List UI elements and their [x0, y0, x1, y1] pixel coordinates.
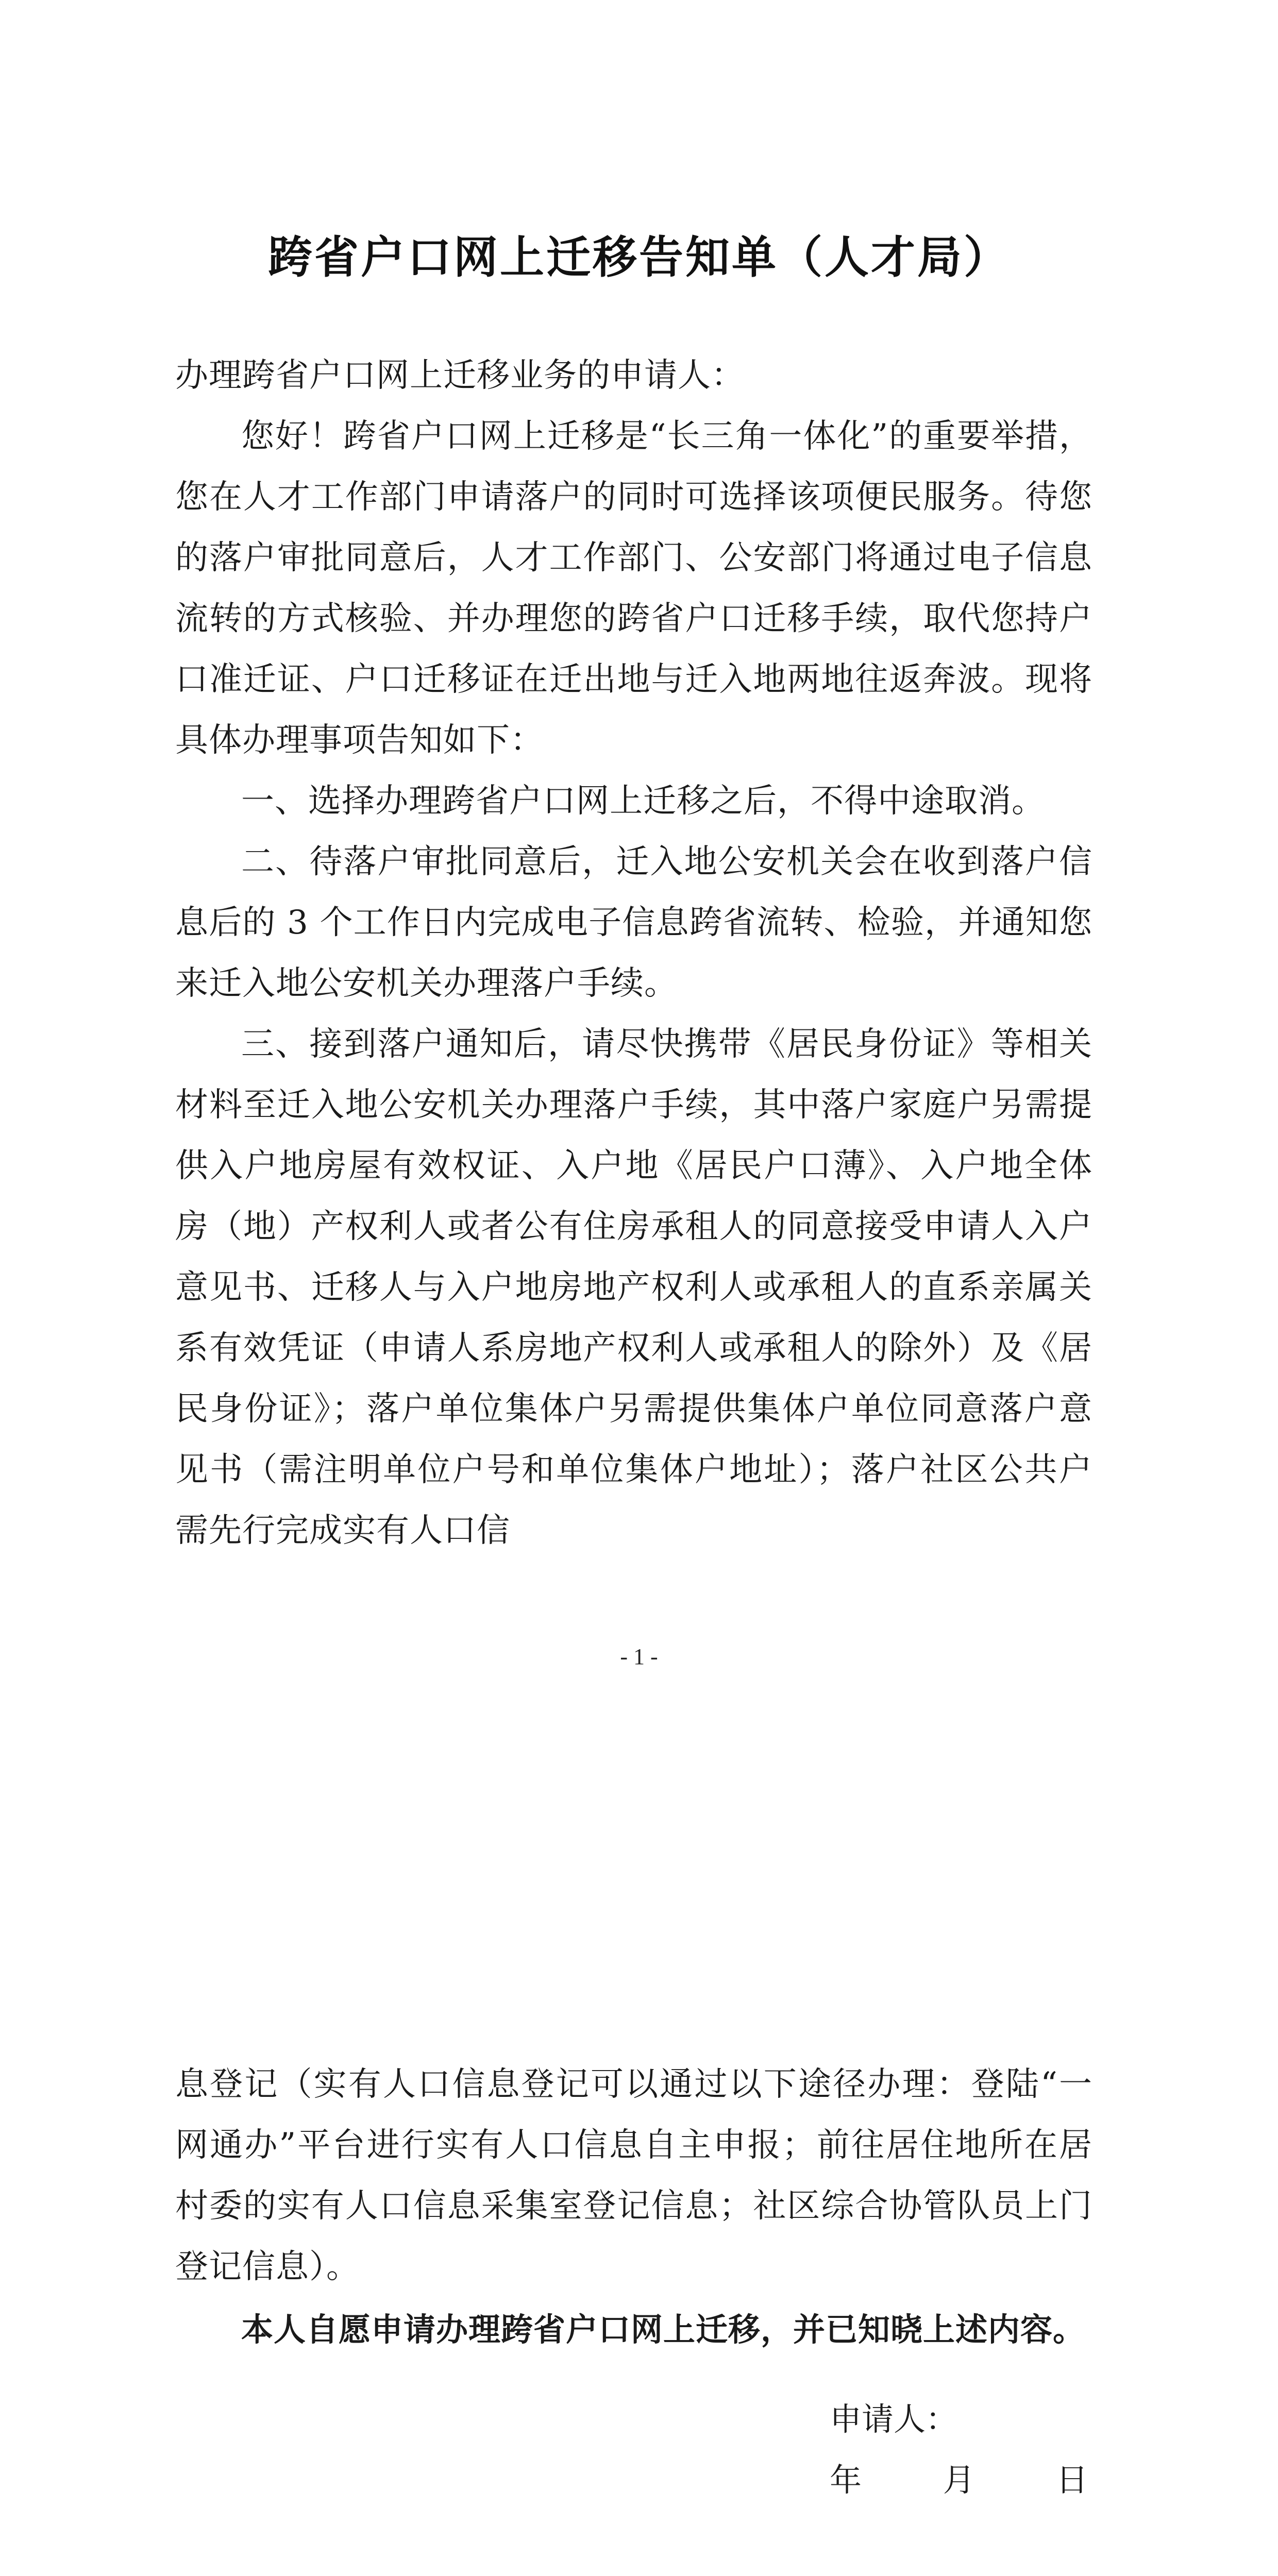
date-year-label: 年 [830, 2461, 862, 2499]
item-two-paragraph: 二、待落户审批同意后，迁入地公安机关会在收到落户信息后的 3 个工作日内完成电子信息跨省流转、检验，并通知您来迁入地公安机关办理落户手续。 [175, 843, 1092, 1003]
document-title: 跨省户口网上迁移告知单（人才局） [268, 232, 1010, 283]
item-three-continuation: 息登记（实有人口信息登记可以通过以下途径办理：登陆“一网通办”平台进行实有人口信息自主申报；前往居住地所在居村委的实有人口信息采集室登记信息；社区综合协管队员上门登记信息）。 [175, 2065, 1092, 2286]
item-three-paragraph: 三、接到落户通知后，请尽快携带《居民身份证》等相关材料至迁入地公安机关办理落户手续，其中落户家庭户另需提供入户地房屋有效权证、入户地《居民户口薄》、入户地全体房（地）产权利人或者公有住房承租人的同意接受申请人入户意见书、迁移人与入户地房地产权利人或承租人的直系亲属关系有效凭证（申请人系房地产权利人或承租人的除外）及《居民身份证》；落户单位集体户另需提供集体户单位同意落户意见书（需注明单位户号和单位集体户地址）；落户社区公共户需先行完成实有人口信 [175, 1025, 1092, 1550]
page-2-body [175, 2054, 1092, 2360]
declaration-statement: 本人自愿申请办理跨省户口网上迁移，并已知晓上述内容。 [241, 2311, 1086, 2348]
signature-block [830, 2389, 1088, 2511]
page-number: - 1 - [620, 1644, 658, 1669]
item-one-paragraph: 一、选择办理跨省户口网上迁移之后，不得中途取消。 [241, 782, 1045, 820]
date-line [830, 2450, 1088, 2511]
intro-paragraph: 您好！跨省户口网上迁移是“长三角一体化”的重要举措，您在人才工作部门申请落户的同时可选择该项便民服务。待您的落户审批同意后，人才工作部门、公安部门将通过电子信息流转的方式核验、并办理您的跨省户口迁移手续，取代您持户口准迁证、户口迁移证在迁出地与迁入地两地往返奔波。现将具体办理事项告知如下： [175, 417, 1092, 759]
salutation: 办理跨省户口网上迁移业务的申请人： [175, 357, 745, 395]
page-2 [0, 1807, 1278, 2576]
page-1-body [175, 345, 1092, 1561]
date-day-label: 日 [1056, 2461, 1088, 2499]
applicant-label: 申请人： [830, 2400, 958, 2438]
date-month-label: 月 [943, 2461, 975, 2499]
